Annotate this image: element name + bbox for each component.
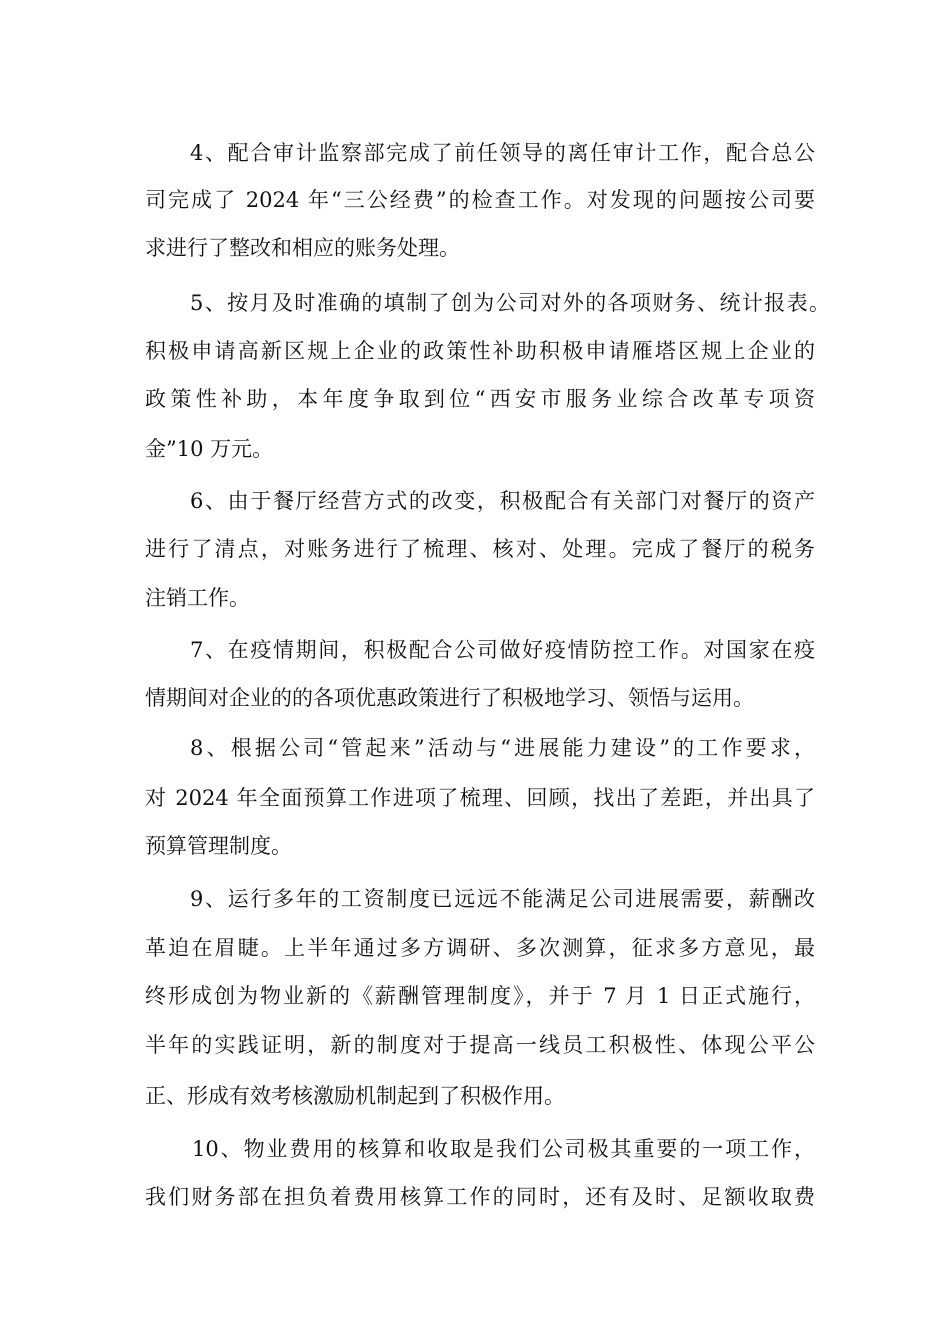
paragraph-9-line-3: 终形成创为物业新的《薪酬管理制度》，并于 7 月 1 日正式施行， — [145, 984, 815, 1008]
paragraph-9-line-5: 正、形成有效考核激励机制起到了积极作用。 — [145, 1084, 565, 1108]
paragraph-5-line-3: 政策性补助，本年度争取到位“西安市服务业综合改革专项资 — [145, 387, 815, 411]
paragraph-7-line-1: 7、在疫情期间，积极配合公司做好疫情防控工作。对国家在疫 — [190, 638, 815, 662]
paragraph-5-line-1: 5、按月及时准确的填制了创为公司对外的各项财务、统计报表。 — [190, 291, 830, 315]
paragraph-5-line-2: 积极申请高新区规上企业的政策性补助积极申请雁塔区规上企业的 — [145, 339, 815, 363]
paragraph-10-line-1: 10、物业费用的核算和收取是我们公司极其重要的一项工作， — [192, 1137, 815, 1161]
paragraph-4-line-2: 司完成了 2024 年“三公经费”的检查工作。对发现的问题按公司要 — [145, 188, 815, 212]
paragraph-9-line-2: 革迫在眉睫。上半年通过多方调研、多次测算，征求多方意见，最 — [145, 936, 815, 960]
paragraph-9-line-1: 9、运行多年的工资制度已远远不能满足公司进展需要，薪酬改 — [190, 887, 815, 911]
paragraph-8-line-2: 对 2024 年全面预算工作进项了梳理、回顾，找出了差距，并出具了 — [145, 786, 815, 810]
paragraph-5-line-4: 金”10 万元。 — [145, 437, 274, 461]
paragraph-6-line-3: 注销工作。 — [145, 586, 250, 610]
paragraph-8-line-3: 预算管理制度。 — [145, 834, 292, 858]
paragraph-8-line-1: 8、根据公司“管起来”活动与“进展能力建设”的工作要求， — [190, 736, 815, 760]
paragraph-6-line-2: 进行了清点，对账务进行了梳理、核对、处理。完成了餐厅的税务 — [145, 537, 815, 561]
paragraph-6-line-1: 6、由于餐厅经营方式的改变，积极配合有关部门对餐厅的资产 — [190, 489, 815, 513]
paragraph-9-line-4: 半年的实践证明，新的制度对于提高一线员工积极性、体现公平公 — [145, 1033, 815, 1057]
paragraph-4-line-3: 求进行了整改和相应的账务处理。 — [145, 236, 460, 260]
paragraph-7-line-2: 情期间对企业的的各项优惠政策进行了积极地学习、领悟与运用。 — [145, 686, 754, 710]
paragraph-10-line-2: 我们财务部在担负着费用核算工作的同时，还有及时、足额收取费 — [145, 1185, 815, 1209]
paragraph-4-line-1: 4、配合审计监察部完成了前任领导的离任审计工作，配合总公 — [190, 141, 815, 165]
